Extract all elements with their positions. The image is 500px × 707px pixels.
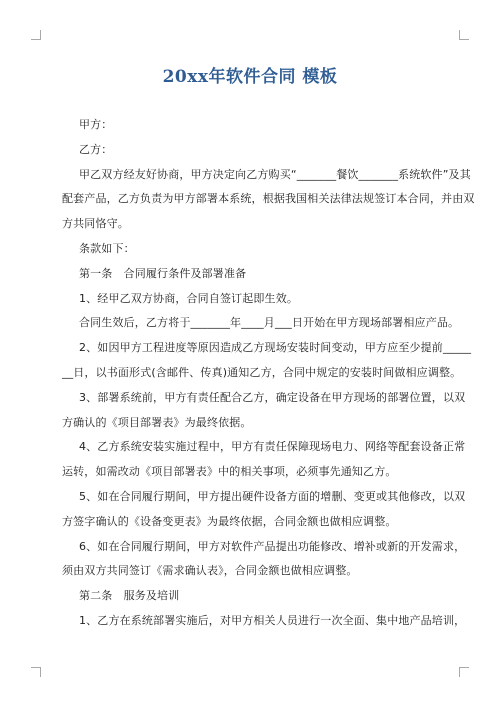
clause-1-2-line-2: __日，以书面形式(含邮件、传真)通知乙方，合同中规定的安装时间做相应调整。	[62, 365, 462, 379]
clause-1-4-line-1: 4、乙方系统安装实施过程中，甲方有责任保障现场电力、网络等配套设备正常	[79, 440, 466, 454]
party-a-line: 甲方：	[79, 118, 113, 131]
article-2-heading: 第二条 服务及培训	[79, 589, 180, 603]
clause-1-3-line-1: 3、部署系统前，甲方有责任配合乙方，确定设备在甲方现场的部署位置，以双	[79, 390, 466, 404]
title-year: 20xx	[162, 67, 209, 87]
crop-mark-bottom-left	[31, 667, 41, 677]
crop-mark-top-left	[31, 30, 41, 40]
clause-1-2-line-1: 2、如因甲方工程进度等原因造成乙方现场安装时间变动，甲方应至少提前_____	[79, 341, 472, 355]
clause-2-1-line-1: 1、乙方在系统部署实施后，对甲方相关人员进行一次全面、集中地产品培训，	[79, 613, 466, 627]
crop-mark-bottom-right	[459, 667, 469, 677]
clause-1-1-cont: 合同生效后，乙方将于_______年____月___日开始在甲方现场部署相应产品。	[79, 316, 460, 330]
page-title	[0, 62, 500, 87]
clause-1-1: 1、经甲乙双方协商，合同自签订起即生效。	[79, 291, 298, 305]
party-b-line: 乙方：	[79, 142, 113, 156]
clause-1-5-line-2: 方签字确认的《设备变更表》为最终依据，合同金额也做相应调整。	[62, 514, 397, 528]
clause-1-4-line-2: 运转，如需改动《项目部署表》中的相关事项，必须事先通知乙方。	[62, 465, 397, 479]
intro-line-2: 配套产品，乙方负责为甲方部署本系统，根据我国相关法律法规签订本合同，并由双	[62, 192, 475, 206]
crop-mark-top-right	[459, 30, 469, 40]
intro-line-1: 甲乙双方经友好协商，甲方决定向乙方购买“_______餐饮_______系统软件”及其	[79, 167, 471, 181]
intro-line-3: 方共同恪守。	[62, 217, 129, 231]
terms-heading: 条款如下：	[79, 241, 135, 255]
clause-1-5-line-1: 5、如在合同履行期间，甲方提出硬件设备方面的增删、变更或其他修改，以双	[79, 489, 466, 503]
clause-1-6-line-2: 须由双方共同签订《需求确认表》，合同金额也做相应调整。	[62, 564, 358, 578]
title-text: 年软件合同 模板	[208, 67, 338, 87]
clause-1-3-line-2: 方确认的《项目部署表》为最终依据。	[62, 415, 252, 429]
clause-1-6-line-1: 6、如在合同履行期间，甲方对软件产品提出功能修改、增补或新的开发需求，	[79, 539, 466, 553]
document-body	[62, 113, 475, 634]
article-1-heading: 第一条 合同履行条件及部署准备	[79, 266, 247, 280]
